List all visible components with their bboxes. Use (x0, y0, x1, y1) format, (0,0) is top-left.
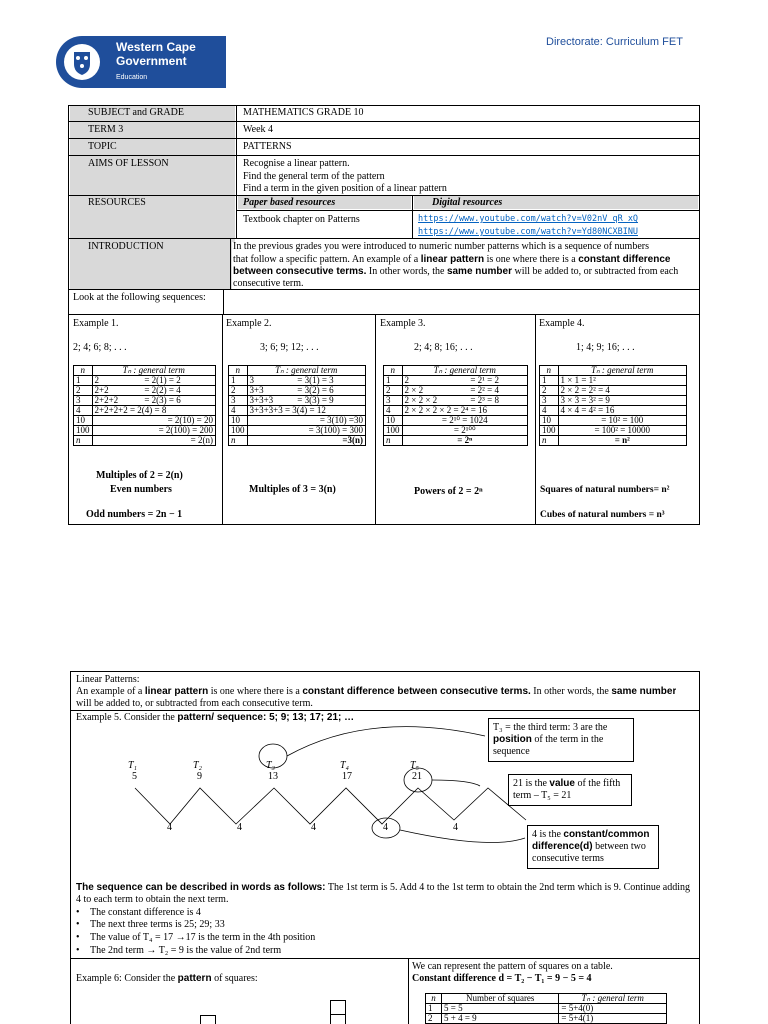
example-table: n Tₙ : general term 1 1 × 1 = 1² 2 2 × 2 = 2² = 4 3 3 × 3 = 3² = 9 4 4 × 4 = 4² = 16 10 = 10² = 100 100 = 100² = 10000 n = n² (539, 365, 687, 446)
difference-label: 4 (383, 822, 388, 833)
topic-value: PATTERNS (243, 141, 292, 152)
intro-line: between consecutive terms. In other words, the same number will be added to, or subtracted from each (233, 266, 679, 277)
example-title: Example 4. (539, 318, 585, 329)
org-name-line1: Western Cape (116, 40, 196, 54)
digital-heading: Digital resources (432, 197, 503, 208)
term-label: T₁ (128, 760, 138, 771)
aims-label: AIMS OF LESSON (88, 158, 169, 169)
difference-label: 4 (167, 822, 172, 833)
constant-difference: Constant difference d = T₂ − T₁ = 9 − 5 = 4 (412, 973, 592, 984)
term-label: T₃ (266, 760, 276, 771)
bullet-item: • The constant difference is 4 (90, 907, 201, 919)
paper-value: Textbook chapter on Patterns (243, 214, 360, 225)
intro-label: INTRODUCTION (88, 241, 164, 252)
intro-line: In the previous grades you were introduced to numeric number patterns which is a sequence of numbers (233, 241, 649, 252)
example-footer: Multiples of 2 = 2(n) (96, 470, 183, 481)
table-intro: We can represent the pattern of squares on a table. (412, 961, 613, 972)
subject-label: SUBJECT and GRADE (88, 107, 184, 118)
square-divider (330, 1014, 346, 1015)
squares-table: n Number of squares Tₙ : general term 1 5 = 5 = 5+4(0) 2 5 + 4 = 9 = 5+4(1) (425, 993, 667, 1024)
term-value: 5 (132, 771, 137, 782)
term-label: T₂ (193, 760, 203, 771)
example-table: n Tₙ : general term 1 2 = 2¹ = 2 2 2 × 2 = 2² = 4 3 2 × 2 × 2 = 2³ = 8 4 2 × 2 × 2 × 2 = 2⁴ = 16 10 = 2¹⁰ = 1024 100 = 2¹⁰⁰ n = 2ⁿ (383, 365, 528, 446)
example-sequence: 1; 4; 9; 16; . . . (576, 342, 635, 353)
callout-value: 21 is the value of the fifth term – T₅ = 21 (508, 774, 632, 806)
example-6-label: Example 6: Consider the pattern of squares: (76, 973, 258, 984)
example-footer: Powers of 2 = 2ⁿ (414, 486, 483, 497)
look-text: Look at the following sequences: (73, 292, 206, 303)
callout-difference: 4 is the constant/common difference(d) between two consecutive terms (527, 825, 659, 869)
directorate-title: Directorate: Curriculum FET (546, 36, 683, 48)
callout-position: T₃ = the third term: 3 are the position of the term in the sequence (488, 718, 634, 762)
example-sequence: 2; 4; 8; 16; . . . (414, 342, 473, 353)
example-footer: Multiples of 3 = 3(n) (249, 484, 336, 495)
difference-label: 4 (453, 822, 458, 833)
bullet-item: • The next three terms is 25; 29; 33 (90, 919, 225, 931)
example-footer: Odd numbers = 2n − 1 (86, 509, 183, 520)
bullet-item: • The 2nd term → T₂ = 9 is the value of 2nd term (90, 945, 281, 957)
difference-label: 4 (311, 822, 316, 833)
example-table: n Tₙ : general term 1 2 = 2(1) = 2 2 2+2 = 2(2) = 4 3 2+2+2 = 2(3) = 6 4 2+2+2+2 = 2(4) = 8 10 = 2(10) = 20 100 = 2(100) = 200 n = 2(n) (73, 365, 216, 446)
example-footer: Cubes of natural numbers = n³ (540, 510, 665, 520)
term-value: Week 4 (243, 124, 274, 135)
org-name-line2: Government (116, 54, 187, 68)
coat-of-arms-icon (56, 36, 108, 88)
example-sequence: 2; 4; 6; 8; . . . (73, 342, 127, 353)
org-sub: Education (116, 74, 148, 81)
example-5-label: Example 5. Consider the pattern/ sequence: 5; 9; 13; 17; 21; … (76, 712, 355, 723)
example-title: Example 1. (73, 318, 119, 329)
difference-label: 4 (237, 822, 242, 833)
example-title: Example 3. (380, 318, 426, 329)
topic-label: TOPIC (88, 141, 117, 152)
square-shape (200, 1015, 216, 1024)
aim-item: Find the general term of the pattern (243, 171, 385, 182)
example-footer: Squares of natural numbers= n² (540, 485, 670, 495)
example-title: Example 2. (226, 318, 272, 329)
term-value: 9 (197, 771, 202, 782)
aim-item: Find a term in the given position of a linear pattern (243, 183, 447, 194)
logo-block (56, 36, 226, 88)
subject-value: MATHEMATICS GRADE 10 (243, 107, 364, 118)
sequence-words: The sequence can be described in words as follows: The 1st term is 5. Add 4 to the 1st term to obtain the 2nd term which is 9. Continue adding (76, 882, 691, 893)
linear-title: Linear Patterns: (76, 674, 140, 685)
linear-intro-line: will be added to, or subtracted from each consecutive term. (76, 698, 313, 709)
linear-intro-line: An example of a linear pattern is one where there is a constant difference between consecutive terms. In other words, the same number (76, 686, 677, 697)
term-value: 13 (268, 771, 278, 782)
term-value: 17 (342, 771, 352, 782)
paper-heading: Paper based resources (243, 197, 336, 208)
example-table: n Tₙ : general term 1 3 = 3(1) = 3 2 3+3 = 3(2) = 6 3 3+3+3 = 3(3) = 9 4 3+3+3+3 = 3(4) = 12 10 = 3(10) =30 100 = 3(100) = 300 n =3(n) (228, 365, 366, 446)
resources-label: RESOURCES (88, 197, 146, 208)
intro-line: that follow a specific pattern. An example of a linear pattern is one where there is a constant difference (233, 254, 671, 265)
example-sequence: 3; 6; 9; 12; . . . (260, 342, 319, 353)
video-link-2[interactable]: https://www.youtube.com/watch?v=Yd80NCXBINU (418, 227, 639, 237)
term-label: T₅ (410, 760, 420, 771)
bullet-item: • The value of T₄ = 17 →17 is the term in the 4th position (90, 932, 315, 944)
sequence-words: 4 to each term to obtain the next term. (76, 894, 229, 905)
aim-item: Recognise a linear pattern. (243, 158, 350, 169)
term-value: 21 (412, 771, 422, 782)
video-link-1[interactable]: https://www.youtube.com/watch?v=V02nV_qR_xQ (418, 214, 639, 224)
intro-line: consecutive term. (233, 278, 304, 289)
example-footer: Even numbers (110, 484, 172, 495)
term-label: T₄ (340, 760, 350, 771)
term-label: TERM 3 (88, 124, 124, 135)
logo-badge (56, 36, 108, 88)
square-shape (330, 1000, 346, 1024)
